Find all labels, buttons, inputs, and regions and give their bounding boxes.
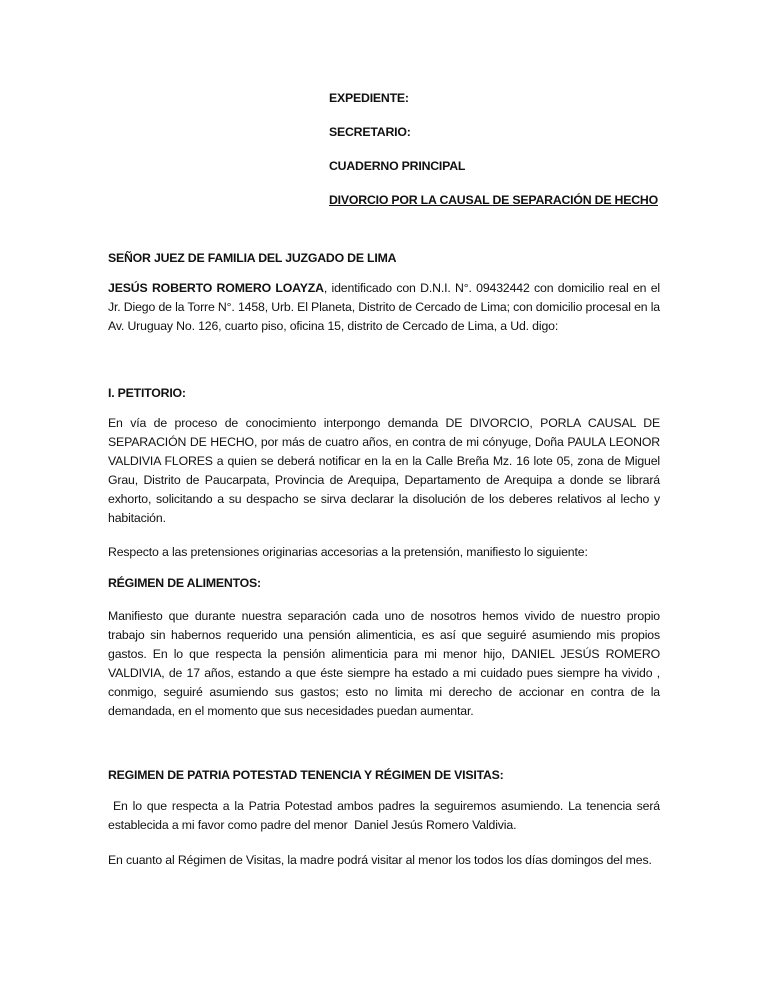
secretario-label: SECRETARIO: (329, 125, 411, 139)
patria-paragraph-2: En cuanto al Régimen de Visitas, la madre podrá visitar al menor los todos los días domingos del mes. (108, 853, 652, 867)
patria-body-2 (108, 851, 660, 870)
patria-body-1 (108, 797, 664, 835)
intro-paragraph (108, 279, 660, 336)
intro-text: , identificado con D.N.I. N°. 09432442 con domicilio real en el Jr. Diego de la Torre N°. 1458, Urb. El Planeta, Distrito de Cercado de Lima; con domicilio procesal en la Av. Uruguay No. 126, cuarto piso, oficina 15, distrito de Cercado de Lima, a Ud. digo: (108, 281, 660, 333)
case-header (329, 90, 659, 226)
cuaderno-label: CUADERNO PRINCIPAL (329, 159, 466, 173)
petitorio-paragraph: En vía de proceso de conocimiento interpongo demanda DE DIVORCIO, PORLA CAUSAL DE SEPARACIÓN DE HECHO, por más de cuatro años, en contra de mi cónyuge, Doña PAULA LEONOR VALDIVIA FLORES a quien se deberá notificar en la en la Calle Breña Mz. 16 lote 05, zona de Miguel Grau, Distrito de Paucarpata, Provincia de Arequipa, Departamento de Arequipa a donde se librará exhorto, solicitando a su despacho se sirva declarar la disolución de los deberes relativos al lecho y habitación. (108, 416, 660, 525)
patria-heading: REGIMEN DE PATRIA POTESTAD TENENCIA Y RÉGIMEN DE VISITAS: (108, 768, 504, 782)
patria-paragraph-1: En lo que respecta a la Patria Potestad ambos padres la seguiremos asumiendo. La tenencia será establecida a mi favor como padre del menor Daniel Jesús Romero Valdivia. (108, 799, 664, 832)
alimentos-heading: RÉGIMEN DE ALIMENTOS: (108, 576, 261, 590)
petitorio-heading: I. PETITORIO: (108, 386, 186, 400)
alimentos-heading-section (108, 575, 660, 591)
alimentos-body (108, 607, 660, 721)
petitorio-body (108, 414, 660, 528)
accesorias-section (108, 543, 660, 562)
materia-label: DIVORCIO POR LA CAUSAL DE SEPARACIÓN DE HECHO (329, 193, 658, 207)
addressee-section (108, 250, 660, 266)
intro-section (108, 279, 660, 336)
alimentos-paragraph: Manifiesto que durante nuestra separación cada uno de nosotros hemos vivido de nuestro propio trabajo sin habernos requerido una pensión alimenticia, es así que seguiré asumiendo mis propios gastos. En lo que respecta la pensión alimenticia para mi menor hijo, DANIEL JESÚS ROMERO VALDIVIA, de 17 años, estando a que éste siempre ha estado a mi cuidado pues siempre ha vivido , conmigo, seguiré asumiendo sus gastos; esto no limita mi derecho de accionar en contra de la demandada, en el momento que sus necesidades puedan aumentar. (108, 609, 660, 718)
expediente-label: EXPEDIENTE: (329, 91, 409, 105)
plaintiff-name: JESÚS ROBERTO ROMERO LOAYZA (108, 281, 324, 295)
patria-heading-section (108, 767, 660, 783)
addressee: SEÑOR JUEZ DE FAMILIA DEL JUZGADO DE LIMA (108, 251, 397, 265)
accesorias-paragraph: Respecto a las pretensiones originarias accesorias a la pretensión, manifiesto lo siguiente: (108, 545, 588, 559)
petitorio-section (108, 385, 660, 401)
